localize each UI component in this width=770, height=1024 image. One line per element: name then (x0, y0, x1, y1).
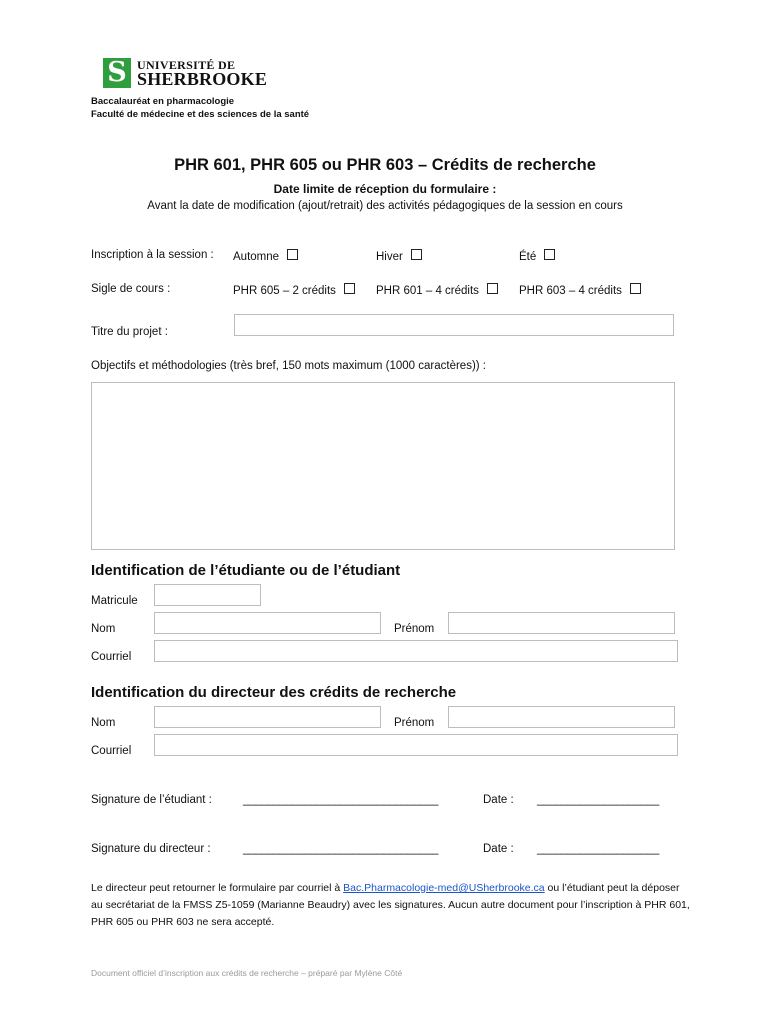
session-option-hiver[interactable] (376, 249, 422, 263)
project-title-field[interactable] (234, 314, 674, 336)
student-signature-label: Signature de l’étudiant : (91, 794, 212, 806)
university-logo-mark: S (103, 58, 131, 88)
checkbox-icon[interactable] (544, 249, 555, 260)
session-label: Inscription à la session : (91, 249, 214, 261)
course-option-phr601[interactable] (376, 283, 498, 297)
student-prenom-field[interactable] (448, 612, 675, 634)
logo-text-line1: UNIVERSITÉ DE (137, 58, 236, 72)
checkbox-icon[interactable] (287, 249, 298, 260)
director-courriel-field[interactable] (154, 734, 678, 756)
instructions-text-1: Le directeur peut retourner le formulaire par courriel à (91, 882, 344, 894)
director-prenom-field[interactable] (448, 706, 675, 728)
deadline-text: Avant la date de modification (ajout/retrait) des activités pédagogiques de la session en cours (147, 200, 623, 212)
director-date-line[interactable]: ____________________ (537, 843, 659, 855)
course-option-phr605[interactable] (233, 283, 355, 297)
director-prenom-label: Prénom (394, 717, 435, 729)
director-nom-field[interactable] (154, 706, 381, 728)
student-date-line[interactable]: ____________________ (537, 794, 659, 806)
session-option-label: Été (519, 251, 537, 263)
document-credit: Document officiel d’inscription aux crédits de recherche – préparé par Mylène Côté (91, 968, 403, 978)
student-prenom-label: Prénom (394, 623, 435, 635)
student-courriel-label: Courriel (91, 651, 132, 663)
student-nom-label: Nom (91, 623, 116, 635)
checkbox-icon[interactable] (344, 283, 355, 294)
submission-instructions (91, 880, 691, 931)
course-option-phr603[interactable] (519, 283, 641, 297)
checkbox-icon[interactable] (487, 283, 498, 294)
session-option-automne[interactable] (233, 249, 298, 263)
checkbox-icon[interactable] (411, 249, 422, 260)
course-option-label: PHR 603 – 4 crédits (519, 285, 622, 297)
matricule-label: Matricule (91, 595, 138, 607)
student-courriel-field[interactable] (154, 640, 678, 662)
session-option-label: Automne (233, 251, 280, 263)
project-title-label: Titre du projet : (91, 326, 168, 338)
student-nom-field[interactable] (154, 612, 381, 634)
session-option-label: Hiver (376, 251, 403, 263)
student-date-label: Date : (483, 794, 514, 806)
course-option-label: PHR 605 – 2 crédits (233, 285, 336, 297)
faculty-name: Faculté de médecine et des sciences de la santé (91, 109, 310, 120)
director-courriel-label: Courriel (91, 745, 132, 757)
student-section-heading: Identification de l’étudiante ou de l’étudiant (91, 562, 401, 579)
logo-text-line2: SHERBROOKE (137, 69, 268, 89)
director-signature-label: Signature du directeur : (91, 843, 211, 855)
director-date-label: Date : (483, 843, 514, 855)
objectives-field[interactable] (91, 382, 675, 550)
student-signature-line[interactable]: ________________________________ (243, 794, 439, 806)
director-section-heading: Identification du directeur des crédits de recherche (91, 684, 457, 701)
checkbox-icon[interactable] (630, 283, 641, 294)
matricule-field[interactable] (154, 584, 261, 606)
deadline-label: Date limite de réception du formulaire : (273, 182, 497, 196)
course-option-label: PHR 601 – 4 crédits (376, 285, 479, 297)
contact-email-link[interactable]: Bac.Pharmacologie-med@USherbrooke.ca (343, 882, 545, 894)
course-label: Sigle de cours : (91, 283, 171, 295)
instructions-text-2: ou l’étudiant peut la déposer au secrétariat de la FMSS Z5-1059 (Marianne Beaudry) avec les signatures. Aucun autre document pour l’inscription à PHR 601, PHR 605 ou PHR 603 ne sera accepté. (91, 882, 690, 928)
objectives-label: Objectifs et méthodologies (très bref, 150 mots maximum (1000 caractères)) : (91, 360, 486, 372)
director-signature-line[interactable]: ________________________________ (243, 843, 439, 855)
director-nom-label: Nom (91, 717, 116, 729)
form-title: PHR 601, PHR 605 ou PHR 603 – Crédits de recherche (174, 156, 596, 174)
program-name: Baccalauréat en pharmacologie (91, 96, 235, 107)
session-option-ete[interactable] (519, 249, 555, 263)
